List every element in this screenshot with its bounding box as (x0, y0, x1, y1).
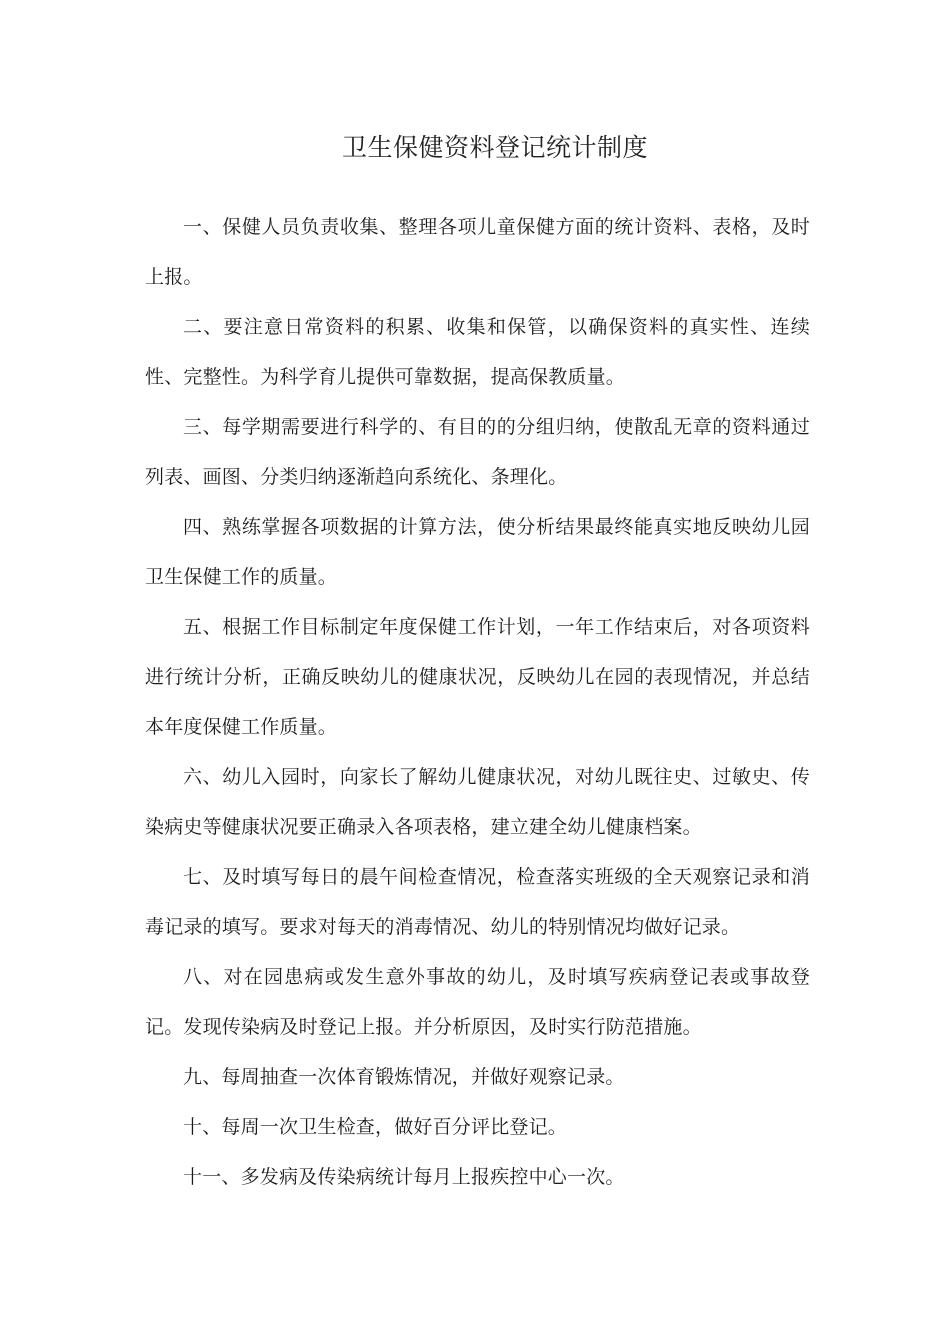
paragraph-5: 五、根据工作目标制定年度保健工作计划，一年工作结束后，对各项资料进行统计分析，正确反映幼儿的健康状况，反映幼儿在园的表现情况，并总结本年度保健工作质量。 (145, 616, 810, 738)
paragraph-8: 八、对在园患病或发生意外事故的幼儿，及时填写疾病登记表或事故登记。发现传染病及时登记上报。并分析原因，及时实行防范措施。 (145, 966, 810, 1038)
paragraph-2: 二、要注意日常资料的积累、收集和保管，以确保资料的真实性、连续性、完整性。为科学育儿提供可靠数据，提高保教质量。 (145, 316, 810, 388)
document-title: 卫生保健资料登记统计制度 (341, 133, 648, 162)
paragraph-7: 七、及时填写每日的晨午间检查情况，检查落实班级的全天观察记录和消毒记录的填写。要求对每天的消毒情况、幼儿的特别情况均做好记录。 (145, 866, 810, 938)
paragraph-1: 一、保健人员负责收集、整理各项儿童保健方面的统计资料、表格，及时上报。 (145, 216, 810, 288)
paragraph-10: 十、每周一次卫生检查，做好百分评比登记。 (183, 1116, 568, 1138)
document-body (145, 202, 810, 1202)
paragraph-4: 四、熟练掌握各项数据的计算方法，使分析结果最终能真实地反映幼儿园卫生保健工作的质量。 (145, 516, 810, 588)
paragraph-9: 九、每周抽查一次体育锻炼情况，并做好观察记录。 (183, 1066, 625, 1088)
paragraph-3: 三、每学期需要进行科学的、有目的的分组归纳，使散乱无章的资料通过列表、画图、分类归纳逐渐趋向系统化、条理化。 (145, 416, 810, 488)
paragraph-11: 十一、多发病及传染病统计每月上报疾控中心一次。 (183, 1166, 625, 1188)
paragraph-6: 六、幼儿入园时，向家长了解幼儿健康状况，对幼儿既往史、过敏史、传染病史等健康状况要正确录入各项表格，建立建全幼儿健康档案。 (145, 766, 810, 838)
